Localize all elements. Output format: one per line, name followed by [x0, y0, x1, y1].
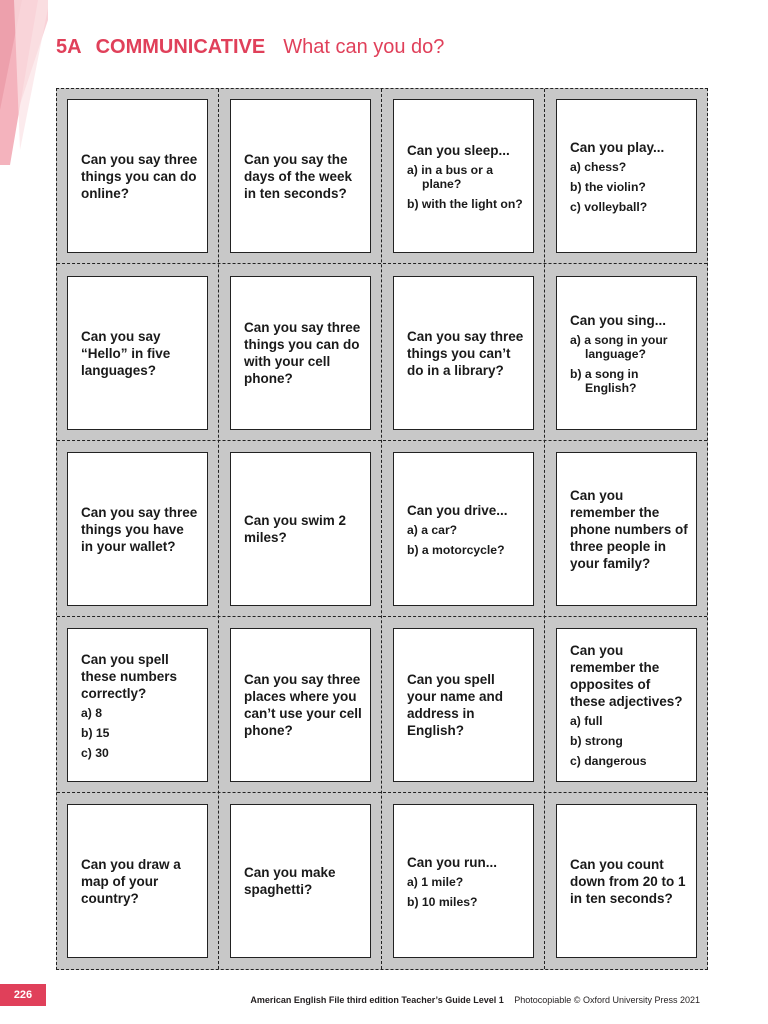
question-card	[393, 628, 534, 782]
cut-line-vertical	[381, 89, 382, 969]
question-card	[67, 99, 208, 253]
card-question: Can you remember the phone numbers of three people in your family?	[570, 487, 688, 571]
card-option: a) full	[570, 714, 603, 728]
corner-decoration	[0, 0, 48, 165]
card-option: b) 15	[81, 725, 110, 740]
card-option: c) dangerous	[570, 754, 647, 768]
card-question: Can you say three things you have in your wallet?	[81, 504, 198, 554]
question-card	[67, 452, 208, 606]
card-option: c) 30	[81, 745, 109, 760]
question-card	[393, 99, 534, 253]
question-card	[393, 452, 534, 606]
card-option: a) 8	[81, 705, 103, 720]
question-card	[556, 804, 697, 958]
question-card	[230, 276, 371, 430]
card-question: Can you say the days of the week in ten seconds?	[244, 151, 353, 201]
card-options	[407, 163, 525, 211]
question-card	[230, 628, 371, 782]
card-option: b) a motorcycle?	[407, 542, 505, 557]
publication-title: American English File third edition Teacher’s Guide Level 1	[250, 995, 504, 1005]
card-question: Can you remember the opposites of these adjectives?	[570, 643, 683, 709]
question-card	[230, 804, 371, 958]
card-options	[570, 333, 688, 395]
question-card	[230, 452, 371, 606]
card-question: Can you count down from 20 to 1 in ten seconds?	[570, 856, 686, 906]
cut-line-horizontal	[57, 440, 707, 441]
question-card	[556, 99, 697, 253]
cut-out-card-sheet	[56, 88, 708, 970]
card-options	[407, 523, 525, 557]
page-number: 226	[0, 984, 46, 1006]
cut-line-vertical	[544, 89, 545, 969]
cut-line-horizontal	[57, 616, 707, 617]
section-label: COMMUNICATIVE	[95, 36, 266, 58]
card-option: a) in a bus or a plane?	[407, 162, 494, 191]
card-options	[570, 160, 688, 214]
cut-line-horizontal	[57, 792, 707, 793]
question-card	[393, 804, 534, 958]
card-option: b) a song in English?	[570, 366, 639, 395]
card-question: Can you sleep...	[407, 142, 510, 158]
cut-line-horizontal	[57, 263, 707, 264]
card-option: a) 1 mile?	[407, 874, 464, 889]
card-question: Can you drive...	[407, 502, 508, 518]
page-footer	[250, 995, 700, 1005]
card-question: Can you say three places where you can’t use your cell phone?	[244, 672, 362, 738]
card-question: Can you sing...	[570, 312, 667, 328]
card-question: Can you run...	[407, 854, 498, 870]
card-option: a) chess?	[570, 159, 627, 174]
question-card	[556, 276, 697, 430]
question-card	[67, 276, 208, 430]
card-question: Can you say three things you can’t do in a library?	[407, 328, 524, 378]
page-title: What can you do?	[283, 36, 445, 58]
card-question: Can you spell your name and address in English?	[407, 672, 504, 738]
card-option: b) 10 miles?	[407, 894, 478, 909]
question-card	[393, 276, 534, 430]
card-question: Can you spell these numbers correctly?	[81, 651, 178, 701]
card-option: b) the violin?	[570, 179, 646, 194]
page-header	[56, 36, 444, 66]
question-card	[230, 99, 371, 253]
unit-code: 5A	[56, 36, 82, 58]
card-option: a) a song in your language?	[570, 332, 668, 361]
card-option: c) volleyball?	[570, 199, 648, 214]
card-options	[81, 706, 199, 760]
copyright-notice: Photocopiable © Oxford University Press 2021	[514, 995, 700, 1005]
card-question: Can you say three things you can do online?	[81, 151, 198, 201]
card-question: Can you draw a map of your country?	[81, 856, 181, 906]
card-question: Can you play...	[570, 139, 665, 155]
question-card	[67, 628, 208, 782]
card-options	[570, 714, 688, 768]
question-card	[556, 452, 697, 606]
card-question: Can you say three things you can do with your cell phone?	[244, 320, 361, 386]
card-question: Can you swim 2 miles?	[244, 513, 347, 545]
card-question: Can you say “Hello” in five languages?	[81, 328, 171, 378]
card-question: Can you make spaghetti?	[244, 865, 336, 897]
card-option: b) with the light on?	[407, 196, 523, 211]
question-card	[556, 628, 697, 782]
card-option: b) strong	[570, 734, 623, 748]
cut-line-vertical	[218, 89, 219, 969]
question-card	[67, 804, 208, 958]
card-option: a) a car?	[407, 522, 458, 537]
card-options	[407, 875, 525, 909]
